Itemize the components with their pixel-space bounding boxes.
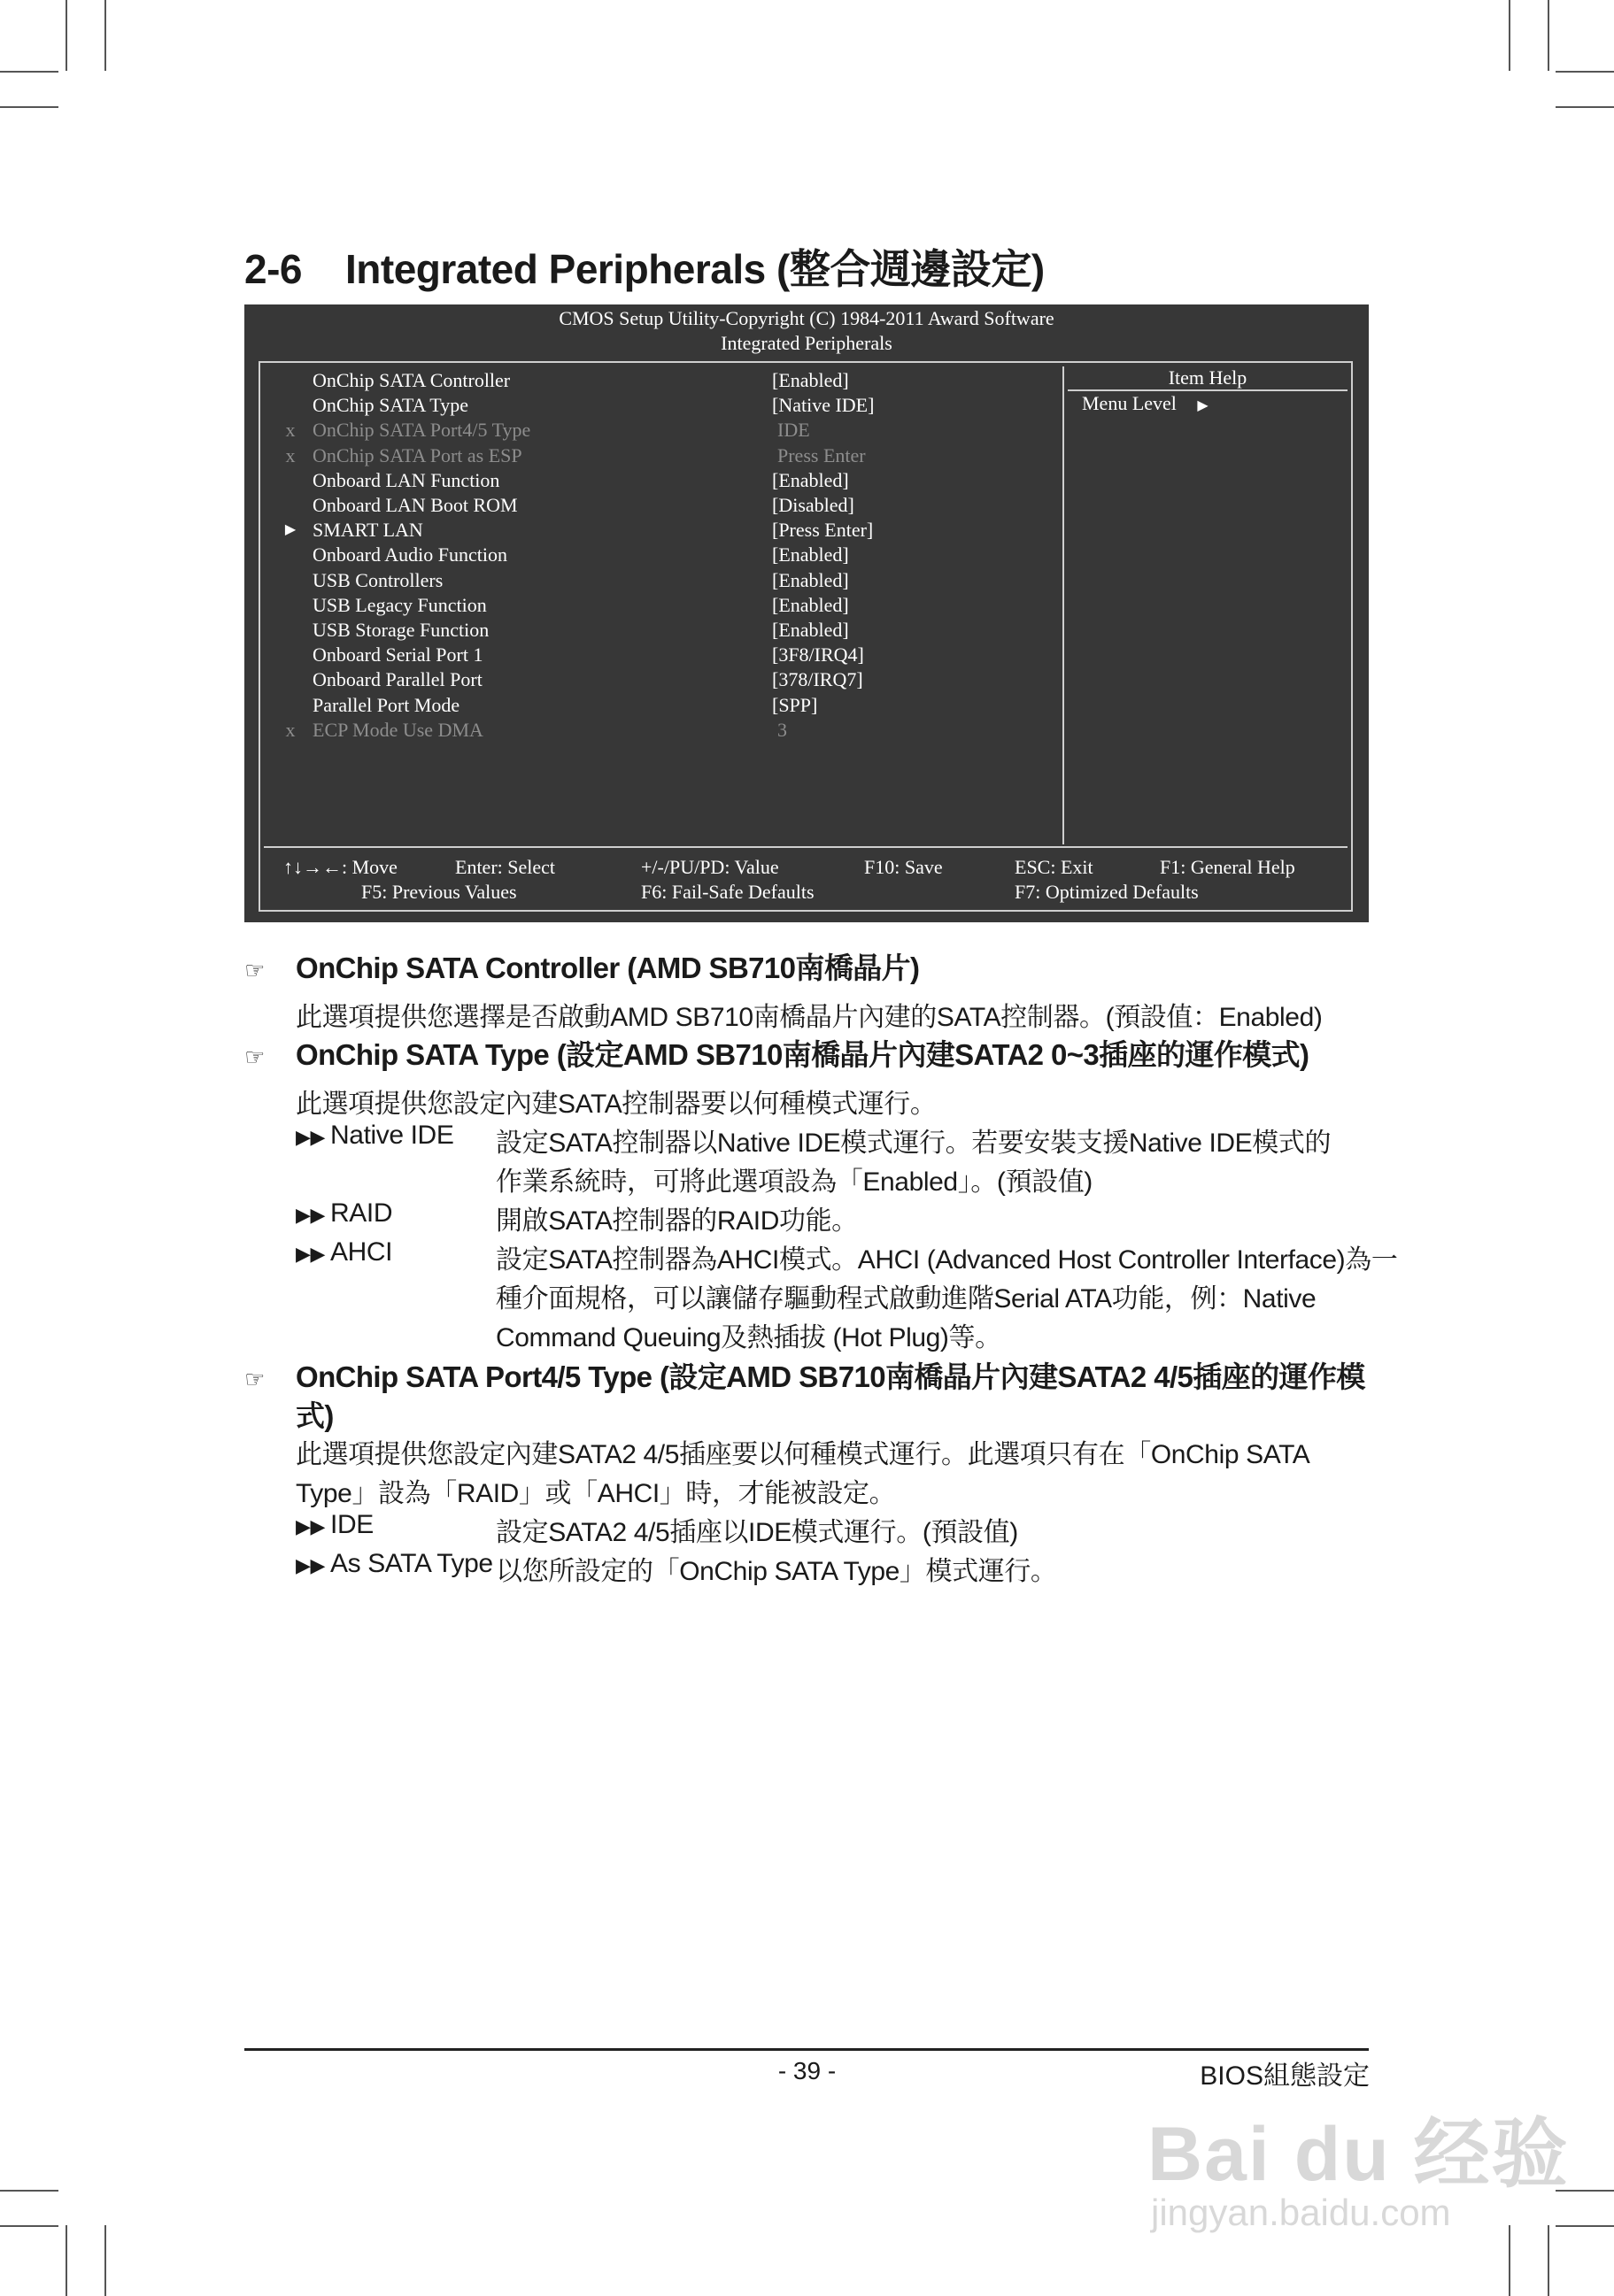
option-ide bbox=[296, 1510, 374, 1540]
section-3-desc: 此選項提供您設定內建SATA2 4/5插座要以何種模式運行。此選項只有在「OnChip SATA bbox=[296, 1440, 1310, 1469]
bios-subtitle: Integrated Peripherals bbox=[721, 332, 892, 354]
bios-option-row bbox=[244, 418, 1059, 443]
bios-option-row[interactable] bbox=[244, 618, 1059, 643]
option-name: AHCI bbox=[330, 1237, 393, 1267]
section-1-title bbox=[244, 945, 919, 987]
section-heading bbox=[244, 237, 1045, 296]
option-value: IDE bbox=[777, 419, 810, 442]
option-desc: 種介面規格，可以讓儲存驅動程式啟動進階Serial ATA功能，例：Native bbox=[496, 1284, 1317, 1314]
bios-screen bbox=[244, 304, 1369, 922]
menu-level bbox=[1082, 391, 1209, 419]
option-name: IDE bbox=[330, 1510, 374, 1539]
section-3-title bbox=[244, 1354, 1365, 1396]
crop-mark bbox=[66, 2225, 67, 2296]
option-desc: 開啟SATA控制器的RAID功能。 bbox=[496, 1206, 858, 1236]
crop-mark bbox=[1509, 0, 1510, 71]
pointing-hand-icon: ☞ bbox=[244, 957, 265, 983]
crop-mark bbox=[1509, 2225, 1510, 2296]
bios-option-row[interactable] bbox=[244, 393, 1059, 418]
double-arrow-icon: ▶▶ bbox=[296, 1126, 326, 1148]
double-arrow-icon: ▶▶ bbox=[296, 1243, 326, 1265]
option-value[interactable]: [378/IRQ7] bbox=[772, 668, 863, 691]
crop-mark bbox=[1556, 71, 1614, 73]
option-value[interactable]: [Enabled] bbox=[772, 468, 849, 491]
double-arrow-icon: ▶▶ bbox=[296, 1515, 326, 1537]
option-label: Onboard Audio Function bbox=[313, 543, 507, 566]
crop-mark bbox=[1548, 2225, 1549, 2296]
crop-mark bbox=[66, 0, 67, 71]
crop-mark bbox=[0, 71, 58, 73]
option-label: USB Legacy Function bbox=[313, 593, 487, 616]
row-marker: x bbox=[285, 718, 296, 741]
bios-option-row[interactable] bbox=[244, 543, 1059, 567]
option-desc: 作業系統時，可將此選項設為「Enabled」。(預設值) bbox=[496, 1167, 1093, 1197]
bios-option-row[interactable] bbox=[244, 493, 1059, 518]
key-exit: ESC: Exit bbox=[1015, 856, 1093, 878]
option-label: OnChip SATA Port4/5 Type bbox=[313, 419, 531, 442]
option-value[interactable]: [Enabled] bbox=[772, 369, 849, 391]
bios-option-row[interactable] bbox=[244, 593, 1059, 618]
footer-rule bbox=[244, 2048, 1369, 2051]
bios-title: CMOS Setup Utility-Copyright (C) 1984-2011 Award Software bbox=[559, 307, 1054, 329]
bios-option-row[interactable] bbox=[244, 368, 1059, 393]
option-label: OnChip SATA Type bbox=[313, 394, 468, 417]
bios-divider bbox=[1062, 366, 1064, 844]
option-value[interactable]: [Enabled] bbox=[772, 568, 849, 591]
crop-mark bbox=[1556, 106, 1614, 108]
option-value[interactable]: [Native IDE] bbox=[772, 394, 875, 417]
baidu-watermark-url: jingyan.baidu.com bbox=[1151, 2192, 1451, 2233]
option-label: ECP Mode Use DMA bbox=[313, 718, 483, 741]
pointing-hand-icon: ☞ bbox=[244, 1044, 265, 1070]
section-1-desc: 此選項提供您選擇是否啟動AMD SB710南橋晶片內建的SATA控制器。(預設值：Enabled) bbox=[296, 1003, 1323, 1032]
option-value[interactable]: [SPP] bbox=[772, 693, 818, 716]
section-3-title-text: OnChip SATA Port4/5 Type (設定AMD SB710南橋晶片內建SATA2 4/5插座的運作模 bbox=[296, 1360, 1365, 1393]
option-ahci bbox=[296, 1237, 392, 1267]
option-value[interactable]: [Enabled] bbox=[772, 543, 849, 566]
crop-mark bbox=[1556, 2225, 1614, 2227]
option-native-ide bbox=[296, 1121, 453, 1151]
option-label: OnChip SATA Controller bbox=[313, 369, 511, 391]
crop-mark bbox=[104, 2225, 106, 2296]
item-help-title: Item Help bbox=[1168, 366, 1247, 389]
row-marker: x bbox=[285, 419, 296, 442]
option-desc: 設定SATA2 4/5插座以IDE模式運行。(預設值) bbox=[496, 1518, 1018, 1547]
option-desc: 以您所設定的「OnChip SATA Type」模式運行。 bbox=[496, 1557, 1057, 1586]
option-as-sata-type bbox=[296, 1549, 493, 1579]
key-move: ↑↓→←: Move bbox=[283, 856, 398, 878]
key-previous: F5: Previous Values bbox=[361, 881, 517, 903]
double-arrow-icon: ▶▶ bbox=[296, 1554, 326, 1576]
section-2-title bbox=[244, 1032, 1309, 1074]
bios-option-row[interactable] bbox=[244, 643, 1059, 667]
option-value: 3 bbox=[777, 718, 787, 741]
option-desc: 設定SATA控制器為AHCI模式。AHCI (Advanced Host Controller Interface)為一 bbox=[496, 1245, 1398, 1275]
option-desc: 設定SATA控制器以Native IDE模式運行。若要安裝支援Native IDE模式的 bbox=[496, 1129, 1332, 1158]
double-arrow-icon: ▶▶ bbox=[296, 1204, 326, 1226]
crop-mark bbox=[1548, 0, 1549, 71]
option-label: OnChip SATA Port as ESP bbox=[313, 443, 522, 466]
page-number: - 39 - bbox=[777, 2057, 837, 2084]
option-label: Onboard LAN Boot ROM bbox=[313, 494, 518, 516]
option-value[interactable]: [Enabled] bbox=[772, 619, 849, 641]
option-value[interactable]: [Press Enter] bbox=[772, 519, 874, 542]
section-3-desc: Type」設為「RAID」或「AHCI」時，才能被設定。 bbox=[296, 1479, 896, 1508]
footer-title: BIOS組態設定 bbox=[1200, 2061, 1370, 2091]
section-2-desc: 此選項提供您設定內建SATA控制器要以何種模式運行。 bbox=[296, 1090, 937, 1119]
option-raid bbox=[296, 1198, 392, 1229]
option-label: Onboard Parallel Port bbox=[313, 668, 483, 691]
section-1-title-text: OnChip SATA Controller (AMD SB710南橋晶片) bbox=[296, 952, 920, 984]
key-select: Enter: Select bbox=[455, 856, 556, 878]
option-label: Onboard Serial Port 1 bbox=[313, 643, 483, 666]
menu-level-arrow-icon: ▶ bbox=[1197, 398, 1209, 413]
key-value: +/-/PU/PD: Value bbox=[641, 856, 779, 878]
option-value[interactable]: [3F8/IRQ4] bbox=[772, 643, 864, 666]
option-label: SMART LAN bbox=[313, 519, 423, 542]
crop-mark bbox=[104, 0, 106, 71]
crop-mark bbox=[0, 2225, 58, 2227]
bios-option-row[interactable] bbox=[244, 667, 1059, 692]
section-title: Integrated Peripherals (整合週邊設定) bbox=[345, 246, 1045, 292]
key-failsafe: F6: Fail-Safe Defaults bbox=[641, 881, 815, 903]
bios-option-row[interactable] bbox=[244, 568, 1059, 593]
crop-mark bbox=[0, 106, 58, 108]
bios-option-row[interactable] bbox=[244, 468, 1059, 493]
option-label: Onboard LAN Function bbox=[313, 468, 500, 491]
menu-level-label: Menu Level bbox=[1082, 392, 1177, 414]
option-name: As SATA Type bbox=[330, 1549, 493, 1578]
option-desc: Command Queuing及熱插拔 (Hot Plug)等。 bbox=[496, 1323, 1001, 1352]
section-2-title-text: OnChip SATA Type (設定AMD SB710南橋晶片內建SATA2 0~3插座的運作模式) bbox=[296, 1038, 1309, 1071]
section-number: 2-6 bbox=[244, 246, 302, 292]
baidu-watermark-logo: Bai du 经验 bbox=[1147, 2112, 1570, 2197]
option-value: Press Enter bbox=[777, 443, 866, 466]
bios-option-row[interactable] bbox=[244, 518, 1059, 543]
pointing-hand-icon: ☞ bbox=[244, 1366, 265, 1392]
option-label: Parallel Port Mode bbox=[313, 693, 460, 716]
option-value[interactable]: [Enabled] bbox=[772, 593, 849, 616]
key-optimized: F7: Optimized Defaults bbox=[1015, 881, 1199, 903]
section-3-title-cont: 式) bbox=[296, 1399, 334, 1432]
option-value[interactable]: [Disabled] bbox=[772, 494, 854, 516]
option-name: RAID bbox=[330, 1198, 393, 1228]
key-save: F10: Save bbox=[864, 856, 943, 878]
row-marker: x bbox=[285, 443, 296, 466]
option-name: Native IDE bbox=[330, 1121, 454, 1150]
bios-option-row[interactable] bbox=[244, 693, 1059, 718]
crop-mark bbox=[0, 2190, 58, 2192]
option-label: USB Storage Function bbox=[313, 619, 490, 641]
key-help: F1: General Help bbox=[1160, 856, 1295, 878]
bios-option-row bbox=[244, 718, 1059, 743]
option-label: USB Controllers bbox=[313, 568, 444, 591]
bios-divider bbox=[264, 846, 1348, 848]
bios-option-row bbox=[244, 443, 1059, 468]
submenu-arrow-icon: ▶ bbox=[284, 522, 297, 538]
